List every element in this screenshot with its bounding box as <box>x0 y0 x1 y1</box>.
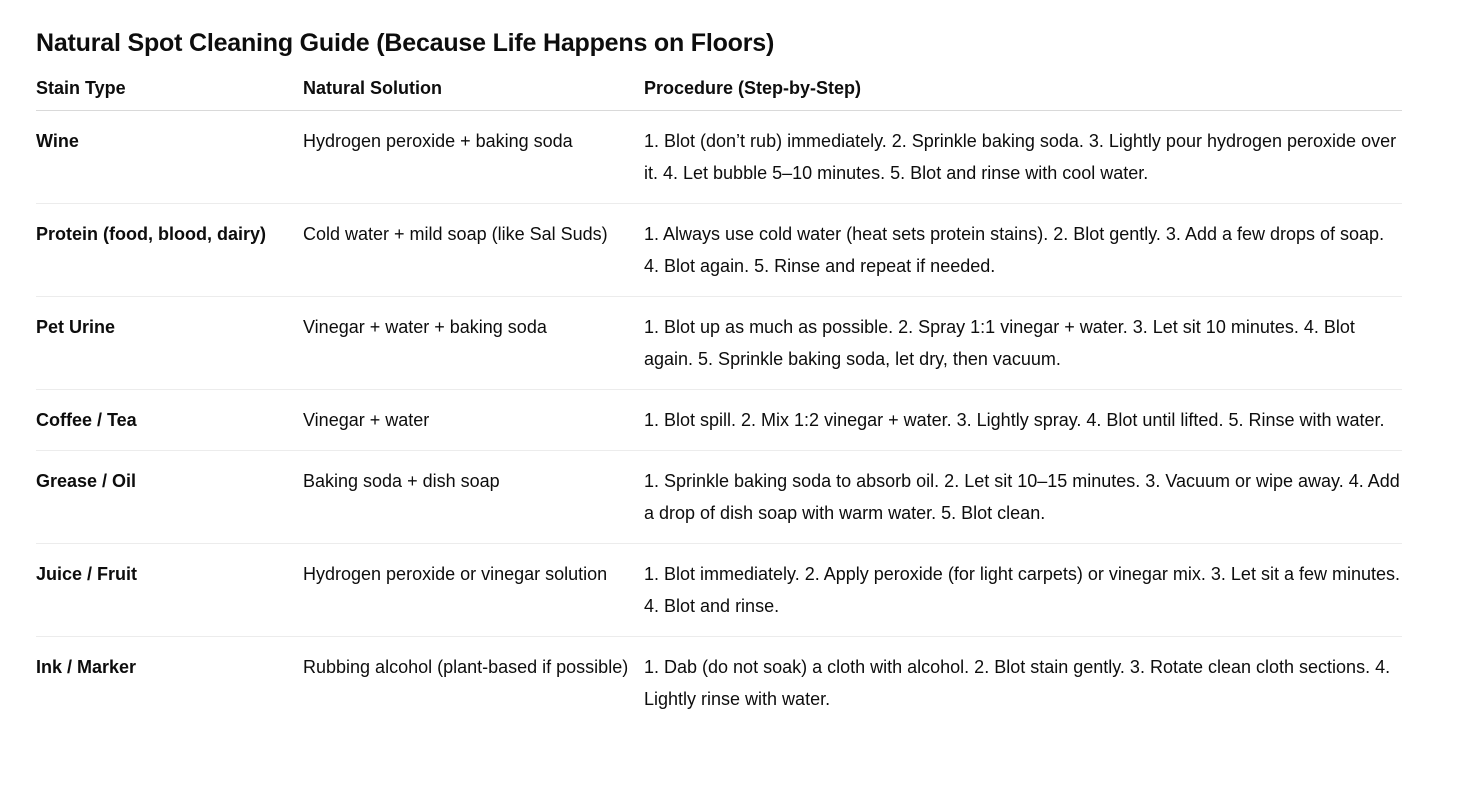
solution-cell: Baking soda + dish soap <box>303 451 644 544</box>
table-row <box>36 297 1402 390</box>
procedure-cell: 1. Blot (don’t rub) immediately. 2. Sprinkle baking soda. 3. Lightly pour hydrogen peroxide over it. 4. Let bubble 5–10 minutes. 5. Blot and rinse with cool water. <box>644 111 1402 204</box>
stain-type-cell: Juice / Fruit <box>36 544 303 637</box>
procedure-cell: 1. Always use cold water (heat sets protein stains). 2. Blot gently. 3. Add a few drops of soap. 4. Blot again. 5. Rinse and repeat if needed. <box>644 204 1402 297</box>
column-header-stain-type: Stain Type <box>36 68 303 111</box>
header-row <box>36 68 1402 111</box>
table-row <box>36 451 1402 544</box>
stain-type-cell: Coffee / Tea <box>36 390 303 451</box>
procedure-cell: 1. Blot immediately. 2. Apply peroxide (for light carpets) or vinegar mix. 3. Let sit a few minutes. 4. Blot and rinse. <box>644 544 1402 637</box>
stain-type-cell: Pet Urine <box>36 297 303 390</box>
stain-type-cell: Protein (food, blood, dairy) <box>36 204 303 297</box>
table-body <box>36 111 1402 730</box>
table-row <box>36 111 1402 204</box>
table-row <box>36 637 1402 730</box>
procedure-cell: 1. Sprinkle baking soda to absorb oil. 2. Let sit 10–15 minutes. 3. Vacuum or wipe away. 4. Add a drop of dish soap with warm water. 5. Blot clean. <box>644 451 1402 544</box>
procedure-cell: 1. Blot up as much as possible. 2. Spray 1:1 vinegar + water. 3. Let sit 10 minutes. 4. Blot again. 5. Sprinkle baking soda, let dry, then vacuum. <box>644 297 1402 390</box>
solution-cell: Vinegar + water <box>303 390 644 451</box>
procedure-cell: 1. Dab (do not soak) a cloth with alcohol. 2. Blot stain gently. 3. Rotate clean cloth sections. 4. Lightly rinse with water. <box>644 657 1391 709</box>
stain-cleaning-table <box>36 68 1402 729</box>
table-header <box>36 68 1402 111</box>
solution-cell: Hydrogen peroxide + baking soda <box>303 111 644 204</box>
column-header-natural-solution: Natural Solution <box>303 68 644 111</box>
page-title: Natural Spot Cleaning Guide (Because Life Happens on Floors) <box>36 29 775 57</box>
column-header-procedure: Procedure (Step-by-Step) <box>644 68 1402 111</box>
table-row <box>36 390 1402 451</box>
solution-cell: Cold water + mild soap (like Sal Suds) <box>303 204 644 297</box>
solution-cell: Vinegar + water + baking soda <box>303 297 644 390</box>
solution-cell: Rubbing alcohol (plant-based if possible) <box>303 657 629 677</box>
procedure-cell: 1. Blot spill. 2. Mix 1:2 vinegar + water. 3. Lightly spray. 4. Blot until lifted. 5. Rinse with water. <box>644 390 1402 451</box>
table-row <box>36 204 1402 297</box>
stain-type-cell: Ink / Marker <box>36 657 137 677</box>
stain-type-cell: Wine <box>36 111 303 204</box>
solution-cell: Hydrogen peroxide or vinegar solution <box>303 544 644 637</box>
stain-type-cell: Grease / Oil <box>36 451 303 544</box>
table-row <box>36 544 1402 637</box>
